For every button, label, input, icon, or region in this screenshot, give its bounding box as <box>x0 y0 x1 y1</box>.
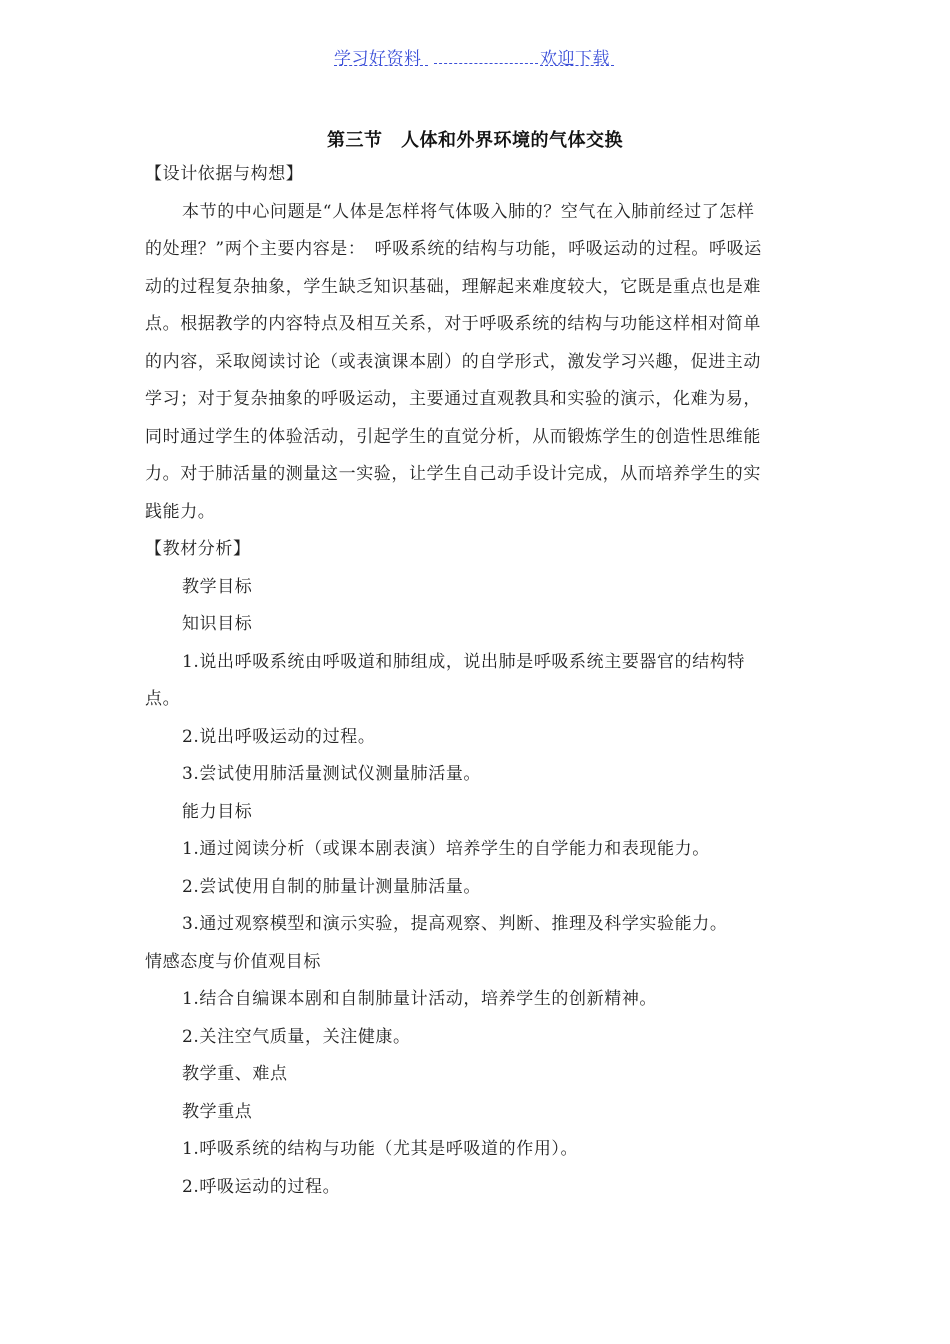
design-line: 同时通过学生的体验活动，引起学生的直觉分析，从而锻炼学生的创造性思维能 <box>145 426 761 447</box>
design-line: 动的过程复杂抽象，学生缺乏知识基础，理解起来难度较大，它既是重点也是难 <box>145 276 761 297</box>
design-line: 的内容，采取阅读讨论（或表演课本剧）的自学形式，激发学习兴趣，促进主动 <box>145 351 761 372</box>
analysis-heading: 【教材分析】 <box>145 539 251 559</box>
key-point-2: 2.呼吸运动的过程。 <box>182 1176 341 1197</box>
header-dashed-separator <box>434 63 538 64</box>
design-line: 学习；对于复杂抽象的呼吸运动，主要通过直观教具和实验的演示，化难为易， <box>145 389 761 409</box>
knowledge-goal-2: 2.说出呼吸运动的过程。 <box>182 726 376 747</box>
page-header <box>0 44 950 70</box>
design-paragraph <box>145 198 805 536</box>
knowledge-goal-3: 3.尝试使用肺活量测试仪测量肺活量。 <box>182 764 482 784</box>
emotion-goal-1: 1.结合自编课本剧和自制肺量计活动，培养学生的创新精神。 <box>182 989 658 1009</box>
header-left-underline <box>334 65 428 66</box>
emotion-goal-2: 2.关注空气质量，关注健康。 <box>182 1026 411 1047</box>
header-right-text: 欢迎下载 <box>540 49 610 69</box>
design-line: 点。根据教学的内容特点及相互关系，对于呼吸系统的结构与功能这样相对简单 <box>145 314 761 334</box>
knowledge-goal-1: 1.说出呼吸系统由呼吸道和肺组成，说出肺是呼吸系统主要器官的结构特 <box>182 651 746 672</box>
emotion-goals-heading: 情感态度与价值观目标 <box>145 951 321 972</box>
knowledge-goals-heading: 知识目标 <box>182 614 253 634</box>
design-line: 力。对于肺活量的测量这一实验，让学生自己动手设计完成，从而培养学生的实 <box>145 464 761 484</box>
document-body <box>145 160 805 1210</box>
key-points-heading: 教学重点 <box>182 1101 253 1122</box>
teaching-goals-heading: 教学目标 <box>182 576 253 597</box>
design-line: 践能力。 <box>145 501 216 522</box>
header-right-underline <box>540 65 614 66</box>
key-difficult-heading: 教学重、难点 <box>182 1064 288 1084</box>
design-line: 本节的中心问题是“人体是怎样将气体吸入肺的？空气在入肺前经过了怎样 <box>182 201 755 222</box>
ability-goals-heading: 能力目标 <box>182 801 253 822</box>
section-title: 第三节 人体和外界环境的气体交换 <box>327 130 623 151</box>
ability-goal-1: 1.通过阅读分析（或课本剧表演）培养学生的自学能力和表现能力。 <box>182 839 710 859</box>
knowledge-goal-1-cont: 点。 <box>145 689 181 709</box>
ability-goal-3: 3.通过观察模型和演示实验，提高观察、判断、推理及科学实验能力。 <box>182 914 728 934</box>
design-heading: 【设计依据与构想】 <box>145 164 304 184</box>
ability-goal-2: 2.尝试使用自制的肺量计测量肺活量。 <box>182 876 482 897</box>
header-left-text: 学习好资料 <box>334 49 422 69</box>
design-line: 的处理？”两个主要内容是： 呼吸系统的结构与功能，呼吸运动的过程。呼吸运 <box>145 239 762 259</box>
key-point-1: 1.呼吸系统的结构与功能（尤其是呼吸道的作用）。 <box>182 1139 579 1159</box>
